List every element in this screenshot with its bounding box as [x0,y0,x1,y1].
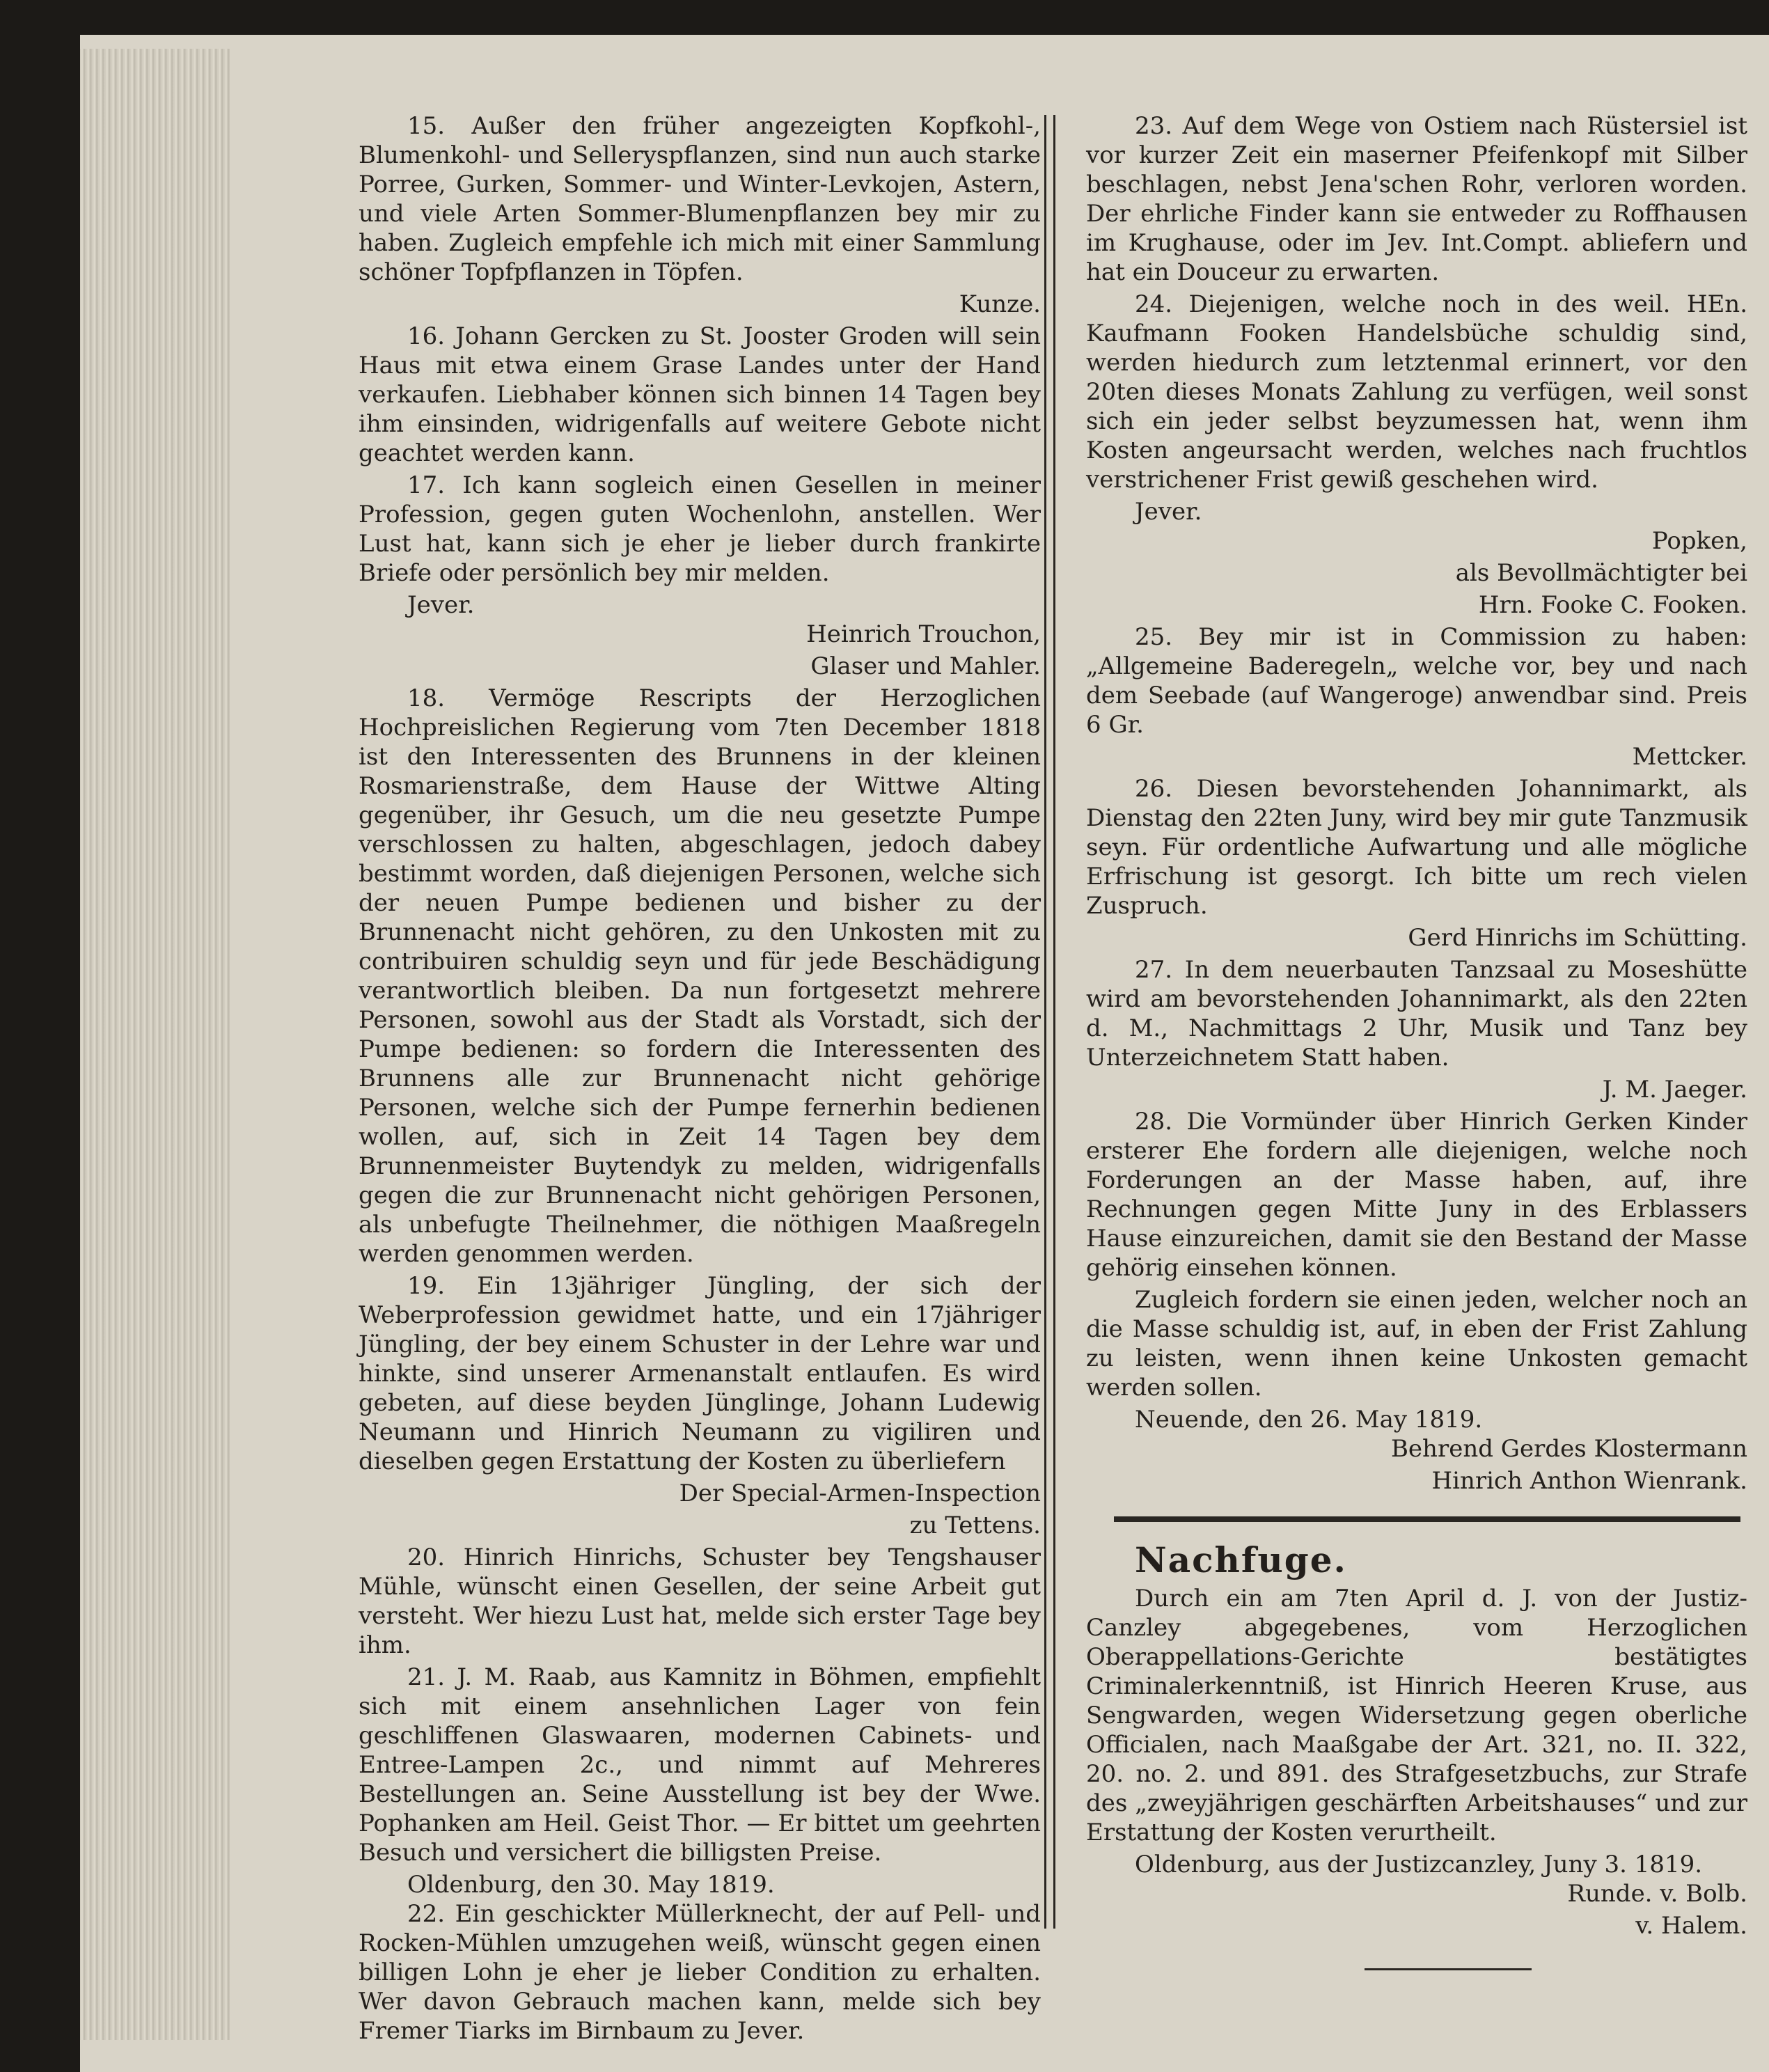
notice-24-signature-1: Popken, [1651,527,1747,555]
notice-24-signature-3: Hrn. Fooke C. Fooken. [1478,591,1747,619]
section-rule [1114,1516,1740,1522]
notice-28-signature-1: Behrend Gerdes Klostermann [1390,1435,1747,1463]
notice-19: 19. Ein 13jähriger Jüngling, der sich der Weberprofession gewidmet hatte, und ein 17jähriger Jüngling, der bey einem Schuster in der Lehre war und hinkte, sind unserer Armenanstalt entlaufen. Es wird gebeten, auf diese beyden Jünglinge, Johann Ludewig Neumann und Hinrich Neumann zu vigiliren und dieselben gegen Erstattung der Kosten zu überliefern [359,1272,1041,1475]
notice-24-signature-2: als Bevollmächtigter bei [1455,559,1747,587]
notice-25: 25. Bey mir ist in Commission zu haben: „Allgemeine Baderegeln„ welche vor, bey und nach dem Seebade (auf Wangeroge) anwendbar sind. Preis 6 Gr. [1086,623,1747,739]
notice-15-signature: Kunze. [959,290,1041,318]
page-edge-stack [80,49,230,2040]
right-column [1086,111,1747,1970]
notice-19-signature-2: zu Tettens. [909,1512,1041,1539]
notice-17-place: Jever. [407,591,475,619]
notice-28-signature-2: Hinrich Anthon Wienrank. [1431,1467,1747,1495]
notice-28: 28. Die Vormünder über Hinrich Gerken Kinder ersterer Ehe fordern alle diejenigen, welche noch Forderungen an der Masse haben, auf, ihre Rechnungen gegen Mitte Juny in des Erblassers Hause einzureichen, damit sie den Bestand der Masse gehörig einsehen können. [1086,1108,1747,1282]
notice-15: 15. Außer den früher angezeigten Kopfkohl-, Blumenkohl- und Selleryspflanzen, sind nun auch starke Porree, Gurken, Sommer- und Winter-Levkojen, Astern, und viele Arten Sommer-Blumenpflanzen bey mir zu haben. Zugleich empfehle ich mich mit einer Sammlung schöner Topfpflanzen in Töpfen. [359,112,1041,286]
notice-25-signature: Mettcker. [1632,743,1747,771]
notice-28-continued: Zugleich fordern sie einen jeden, welcher noch an die Masse schuldig ist, auf, in eben der Frist Zahlung zu leisten, wenn ihnen keine Unkosten gemacht werden sollen. [1086,1286,1747,1402]
nachfuge-heading: Nachfuge. [1135,1539,1347,1580]
nachfuge-text: Durch ein am 7ten April d. J. von der Justiz-Canzley abgegebenes, vom Herzoglichen Oberappellations-Gerichte bestätigtes Criminalerkenntniß, ist Hinrich Heeren Kruse, aus Sengwarden, wegen Widersetzung gegen oberliche Officialen, nach Maaßgabe der Art. 321, no. II. 322, 20. no. 2. und 891. des Strafgesetzbuchs, zur Strafe des „zweyjährigen geschärften Arbeitshauses“ und zur Erstattung der Kosten verurtheilt. [1086,1585,1747,1846]
notice-26-signature: Gerd Hinrichs im Schütting. [1408,924,1747,952]
closing-rule [1365,1968,1532,1970]
notice-22: 22. Ein geschickter Müllerknecht, der auf Pell- und Rocken-Mühlen umzugehen weiß, wünscht gegen einen billigen Lohn je eher je lieber Condition zu erhalten. Wer davon Gebrauch machen kann, melde sich bey Fremer Tiarks im Birnbaum zu Jever. [359,1900,1041,2045]
nachfuge-signature-2: v. Halem. [1635,1912,1747,1940]
notice-24: 24. Diejenigen, welche noch in des weil. HEn. Kaufmann Fooken Handelsbüche schuldig sind, werden hiedurch zum letztenmal erinnert, vor den 20ten dieses Monats Zahlung zu verfügen, weil sonst sich ein jeder selbst beyzumessen hat, wenn ihm Kosten angeursacht werden, welches nach fruchtlos verstrichener Frist gewiß geschehen wird. [1086,290,1747,494]
notice-18: 18. Vermöge Rescripts der Herzoglichen Hochpreislichen Regierung vom 7ten December 1818 ist den Interessenten des Brunnens in der kleinen Rosmarienstraße, dem Hause der Wittwe Alting gegenüber, ihr Gesuch, um die neu gesetzte Pumpe verschlossen zu halten, abgeschlagen, jedoch dabey bestimmt worden, daß diejenigen Personen, welche sich der neuen Pumpe bedienen und bisher zu der Brunnenacht nicht gehören, zu den Unkosten mit zu contribuiren schuldig seyn und für jede Beschädigung verantwortlich bleiben. Da nun fortgesetzt mehrere Personen, sowohl aus der Stadt als Vorstadt, sich der Pumpe bedienen: so fordern die Interessenten des Brunnens alle zur Brunnenacht nicht gehörige Personen, welche sich der Pumpe fernerhin bedienen wollen, auf, sich in Zeit 14 Tagen bey dem Brunnenmeister Buytendyk zu melden, widrigenfalls gegen die zur Brunnenacht nicht gehörigen Personen, als unbefugte Theilnehmer, die nöthigen Maaßregeln werden genommen werden. [359,684,1041,1268]
notice-17-signature-2: Glaser und Mahler. [810,652,1041,680]
notice-26: 26. Diesen bevorstehenden Johannimarkt, als Dienstag den 22ten Juny, wird bey mir gute Tanzmusik seyn. Für ordentliche Aufwartung und alle mögliche Erfrischung ist gesorgt. Ich bitte um rech vielen Zuspruch. [1086,775,1747,920]
notice-23: 23. Auf dem Wege von Ostiem nach Rüstersiel ist vor kurzer Zeit ein maserner Pfeifenkopf mit Silber beschlagen, nebst Jena'schen Rohr, verloren worden. Der ehrliche Finder kann sie entweder zu Roffhausen im Krughause, oder im Jev. Int.Compt. abliefern und hat ein Douceur zu erwarten. [1086,112,1747,286]
nachfuge-signature-1: Runde. v. Bolb. [1567,1880,1747,1908]
notice-17-signature-1: Heinrich Trouchon, [806,620,1041,648]
notice-20: 20. Hinrich Hinrichs, Schuster bey Tengshauser Mühle, wünscht einen Gesellen, der seine Arbeit gut versteht. Wer hiezu Lust hat, melde sich erster Tage bey ihm. [359,1544,1041,1659]
notice-19-signature-1: Der Special-Armen-Inspection [679,1480,1041,1507]
notice-21: 21. J. M. Raab, aus Kamnitz in Böhmen, empfiehlt sich mit einem ansehnlichen Lager von fein geschliffenen Glaswaaren, modernen Cabinets- und Entree-Lampen 2c., und nimmt auf Mehreres Bestellungen an. Seine Ausstellung ist bey der Wwe. Pophanken am Heil. Geist Thor. — Er bittet um geehrten Besuch und versichert die billigsten Preise. [359,1663,1041,1867]
notice-21-place: Oldenburg, den 30. May 1819. [407,1871,775,1899]
notice-17: 17. Ich kann sogleich einen Gesellen in meiner Profession, gegen guten Wochenlohn, anstellen. Wer Lust hat, kann sich je eher je lieber durch frankirte Briefe oder persönlich bey mir melden. [359,471,1041,587]
column-divider [1044,115,1055,1929]
notice-28-place: Neuende, den 26. May 1819. [1135,1406,1483,1434]
nachfuge-place: Oldenburg, aus der Justizcanzley, Juny 3. 1819. [1135,1851,1703,1878]
notice-27: 27. In dem neuerbauten Tanzsaal zu Moseshütte wird am bevorstehenden Johannimarkt, als den 22ten d. M., Nachmittags 2 Uhr, Musik und Tanz bey Unterzeichnetem Statt haben. [1086,956,1747,1072]
notice-27-signature: J. M. Jaeger. [1602,1076,1747,1104]
notice-24-place: Jever. [1135,498,1202,526]
left-column [359,111,1041,2048]
notice-16: 16. Johann Gercken zu St. Jooster Groden will sein Haus mit etwa einem Grase Landes unter der Hand verkaufen. Liebhaber können sich binnen 14 Tagen bey ihm einsinden, widrigenfalls auf weitere Gebote nicht geachtet werden kann. [359,322,1041,467]
